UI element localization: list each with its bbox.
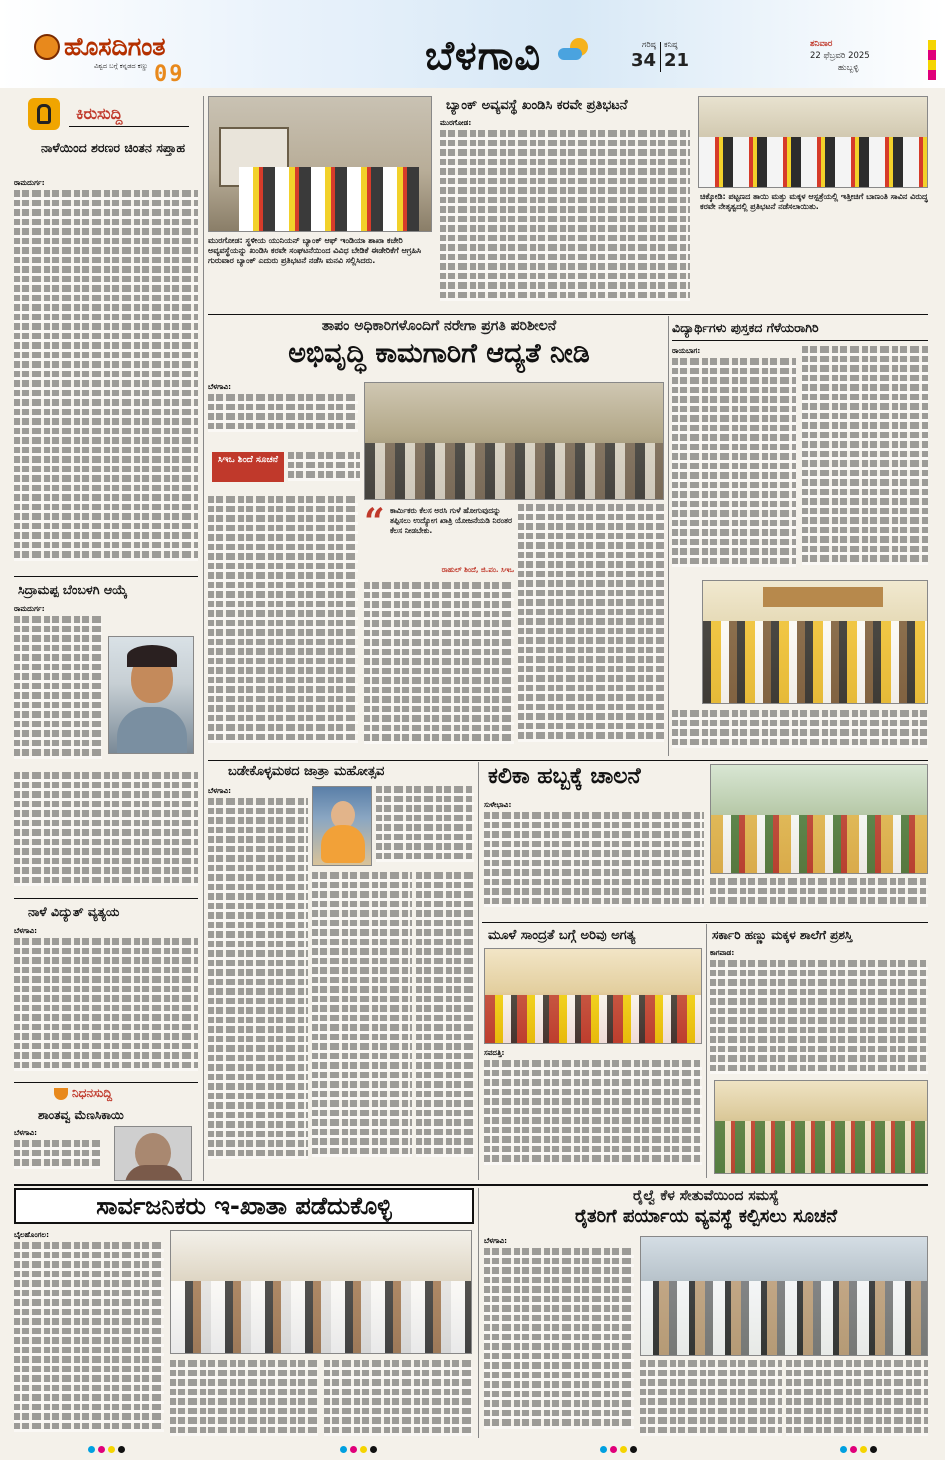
jatra-body-d	[416, 872, 474, 1172]
kalika-dateline: ಸುಳೇಭಾವಿ:	[484, 800, 512, 809]
bank-title: ಬ್ಯಾಂಕ್ ಅವ್ಯವಸ್ಥೆ ಖಂಡಿಸಿ ಕರವೇ ಪ್ರತಿಭಟನೆ	[446, 98, 628, 113]
kalika-photo	[710, 764, 928, 874]
left-column	[14, 96, 198, 1181]
story2-body-b	[14, 772, 198, 894]
protest-group-photo	[698, 96, 928, 188]
meeting-photo	[364, 382, 664, 500]
bottom-right-dateline: ಬೆಳಗಾವಿ:	[484, 1236, 508, 1245]
students-photo	[702, 580, 928, 704]
railway-photo	[640, 1236, 928, 1356]
students-body-b	[802, 346, 928, 576]
lead-body-3	[208, 496, 358, 754]
bottom-left-dateline: ಬೈಲಹೊಂಗಲ:	[14, 1230, 50, 1239]
lead-body-5	[518, 504, 664, 754]
kalika-body-b	[710, 878, 928, 914]
obit-section: ನಿಧನಸುದ್ದಿ	[72, 1086, 113, 1100]
school-body	[710, 960, 928, 1076]
bottom-right-body-a	[484, 1248, 634, 1438]
masthead-brand-box	[34, 32, 226, 87]
obit-dateline: ಬೆಳಗಾವಿ:	[14, 1128, 38, 1137]
date-block	[810, 38, 910, 74]
school-title: ಸರ್ಕಾರಿ ಹಣ್ಣು ಮಕ್ಕಳ ಶಾಲೆಗೆ ಪ್ರಶಸ್ತಿ	[712, 928, 853, 942]
weekday: ಶನಿವಾರ	[810, 39, 833, 49]
weather-min	[664, 40, 704, 71]
lead-dateline: ಬೆಳಗಾವಿ:	[208, 382, 232, 391]
bottom-right-kicker: ರೈಲ್ವೆ ಕೆಳ ಸೇತುವೆಯಿಂದ ಸಮಸ್ಯೆ	[633, 1188, 779, 1204]
story3-dateline: ಬೆಳಗಾವಿ:	[14, 926, 38, 935]
bottom-left-headline: ಸಾರ್ವಜನಿಕರು ಇ-ಖಾತಾ ಪಡೆದುಕೊಳ್ಳಿ	[96, 1192, 392, 1220]
weather-min-value: 21	[664, 50, 690, 71]
students-body-a	[672, 358, 796, 576]
story2-body-a	[14, 616, 102, 768]
saint-photo	[312, 786, 372, 866]
quote-box	[364, 501, 514, 578]
issue-date: 22 ಫೆಬ್ರವರಿ 2025	[810, 51, 870, 61]
bank-dateline: ಮುರಗೋಡ:	[440, 118, 472, 127]
brand-tagline: ವಿಶ್ವದ ಬಗ್ಗೆ ಕನ್ನಡದ ಕಣ್ಣು	[94, 62, 149, 70]
bottom-left-headline-box	[14, 1188, 474, 1224]
bone-photo	[484, 948, 702, 1044]
cmyk-marks-right	[840, 1446, 880, 1454]
obit-photo	[114, 1126, 192, 1181]
weather-min-label: ಕನಿಷ್ಠ	[664, 40, 678, 49]
lead-quote: ಕಾರ್ಮಿಕರು ಕೆಲಸ ಅರಸಿ ಗುಳೆ ಹೋಗುವುದನ್ನು ತಪ್ಪಿಸಲು ಉದ್ಯೋಗ ಖಾತ್ರಿ ಯೋಜನೆಯಡಿ ನಿರಂತರ ಕೆಲಸ ನೀಡಬೇಕು.	[390, 506, 512, 535]
section-title: ಕಿರುಸುದ್ದಿ	[76, 104, 123, 123]
bank-protest-photo	[208, 96, 432, 232]
page-number: 09	[154, 62, 185, 87]
kalika-title: ಕಲಿಕಾ ಹಬ್ಬಕ್ಕೆ ಚಾಲನೆ	[488, 764, 641, 789]
lead-body-1	[208, 394, 358, 450]
jatra-body-c	[376, 786, 474, 866]
school-photo	[714, 1080, 928, 1174]
bottom-right-headline: ರೈತರಿಗೆ ಪರ್ಯಾಯ ವ್ಯವಸ್ಥೆ ಕಲ್ಪಿಸಲು ಸೂಚನೆ	[574, 1206, 838, 1227]
story1-title: ನಾಳೆಯಿಂದ ಶರಣರ ಚಿಂತನ ಸಪ್ತಾಹ	[41, 140, 185, 155]
ekhata-photo	[170, 1230, 472, 1354]
kalika-body	[484, 812, 704, 908]
bottom-right-body-c	[786, 1360, 928, 1438]
brand-name: ಹೊಸದಿಗಂತ	[64, 32, 166, 61]
story3-body	[14, 938, 198, 1078]
jatra-body-a	[208, 798, 308, 1172]
cmyk-marks-mid1	[340, 1446, 380, 1454]
bank-body	[440, 130, 690, 308]
story2-dateline: ರಾಮದುರ್ಗ:	[14, 604, 45, 613]
obit-body	[14, 1140, 100, 1180]
students-body-c	[672, 710, 928, 754]
story3-title: ನಾಳೆ ವಿದ್ಯುತ್ ವ್ಯತ್ಯಯ	[28, 904, 120, 919]
jatra-title: ಬಡೇಕೊಳ್ಳಮಠದ ಜಾತ್ರಾ ಮಹೋತ್ಸವ	[228, 764, 385, 779]
weather-max-value: 34	[630, 50, 656, 71]
lead-body-4	[364, 582, 514, 754]
lead-quote-author: ರಾಹುಲ್ ಶಿಂದೆ, ಜಿ.ಪಂ. ಸಿಇಒ	[441, 566, 514, 574]
right-caption: ಚಿಕ್ಕೋಡಿ: ಪಟ್ಟಣದ ತಾಯಿ ಮತ್ತು ಮಕ್ಕಳ ಆಸ್ಪತ್ರೆಯಲ್ಲಿ ಇತ್ತೀಚಿಗೆ ಬಾಣಂತಿ ಸಾವಿನ ವಿರುದ್ಧ ಕರವೇ ನೇತೃತ್ವದಲ್ಲಿ ಪ್ರತಿಭಟನೆ ನಡೆಸಲಾಯಿತು.	[700, 192, 928, 211]
portrait-photo	[108, 636, 194, 754]
lead-kicker: ತಾಪಂ ಅಧಿಕಾರಿಗಳೊಂದಿಗೆ ನರೇಗಾ ಪ್ರಗತಿ ಪರಿಶೀಲನೆ	[321, 318, 557, 334]
kirusuddi-header	[14, 96, 198, 134]
weather-max	[616, 40, 656, 71]
issue-place: ಹುಬ್ಬಳ್ಳಿ	[838, 63, 859, 73]
hand-icon	[28, 98, 60, 130]
story1-body	[14, 190, 198, 572]
jatra-dateline: ಬೆಳಗಾವಿ:	[208, 786, 232, 795]
masthead	[0, 0, 945, 88]
obit-header	[54, 1086, 194, 1104]
bone-body	[484, 1060, 702, 1172]
bottom-left-body-b	[170, 1360, 318, 1438]
brand-emblem-icon	[34, 34, 60, 60]
jatra-body-b	[312, 872, 412, 1172]
cmyk-marks-left	[88, 1446, 128, 1454]
lead-badge: ಸಿಇಒ ಶಿಂದೆ ಸೂಚನೆ	[212, 452, 284, 482]
lead-body-2	[288, 452, 360, 492]
story1-dateline: ರಾಮದುರ್ಗ:	[14, 178, 45, 187]
cmyk-marks-mid2	[600, 1446, 640, 1454]
bottom-left-body-c	[324, 1360, 472, 1438]
weather-max-label: ಗರಿಷ್ಠ	[642, 40, 656, 49]
lead-headline: ಅಭಿವೃದ್ಧಿ ಕಾಮಗಾರಿಗೆ ಆದ್ಯತೆ ನೀಡಿ	[288, 338, 590, 369]
bottom-left-body-a	[14, 1242, 164, 1438]
lamp-icon	[54, 1088, 68, 1100]
bone-title: ಮೂಳೆ ಸಾಂದ್ರತೆ ಬಗ್ಗೆ ಅರಿವು ಅಗತ್ಯ	[488, 928, 636, 943]
quote-mark-icon: “	[364, 501, 385, 543]
bottom-right-body-b	[640, 1360, 782, 1438]
weather-icon	[558, 40, 588, 62]
edition-name: ಬೆಳಗಾವಿ	[425, 33, 542, 79]
obit-title: ಶಾಂತವ್ವ ಮೆಣಸಿಕಾಯಿ	[38, 1108, 124, 1122]
students-title: ವಿದ್ಯಾರ್ಥಿಗಳು ಪುಸ್ತಕದ ಗೆಳೆಯರಾಗಿರಿ	[672, 320, 819, 335]
school-dateline: ಕಾಗವಾಡ:	[710, 948, 735, 957]
bank-caption: ಮುರಗೋಡ: ಸ್ಥಳೀಯ ಯುನಿಯನ್ ಬ್ಯಾಂಕ್ ಆಫ್ ಇಂಡಿಯಾ ಶಾಖಾ ಕಚೇರಿ ಅವ್ಯವಸ್ಥೆಯನ್ನು ಖಂಡಿಸಿ ಕರವೇ ಸಂಘಟನೆಯಿಂದ ವಿವಿಧ ಬೇಡಿಕೆ ಈಡೇರಿಕೆಗೆ ಆಗ್ರಹಿಸಿ ಗುರುವಾರ ಬ್ಯಾಂಕ್ ಎದುರು ಪ್ರತಿಭಟನೆ ನಡೆಸಿ ಮನವಿ ಸಲ್ಲಿಸಿದರು.	[208, 236, 422, 265]
story2-title: ಸಿದ್ರಾಮಪ್ಪ ಬೆಂಬಳಗಿ ಆಯ್ಕೆ	[18, 582, 128, 597]
registration-marks	[928, 40, 936, 80]
students-dateline: ರಾಯಬಾಗ:	[672, 346, 701, 355]
bone-dateline: ಸವದತ್ತಿ:	[484, 1048, 505, 1057]
